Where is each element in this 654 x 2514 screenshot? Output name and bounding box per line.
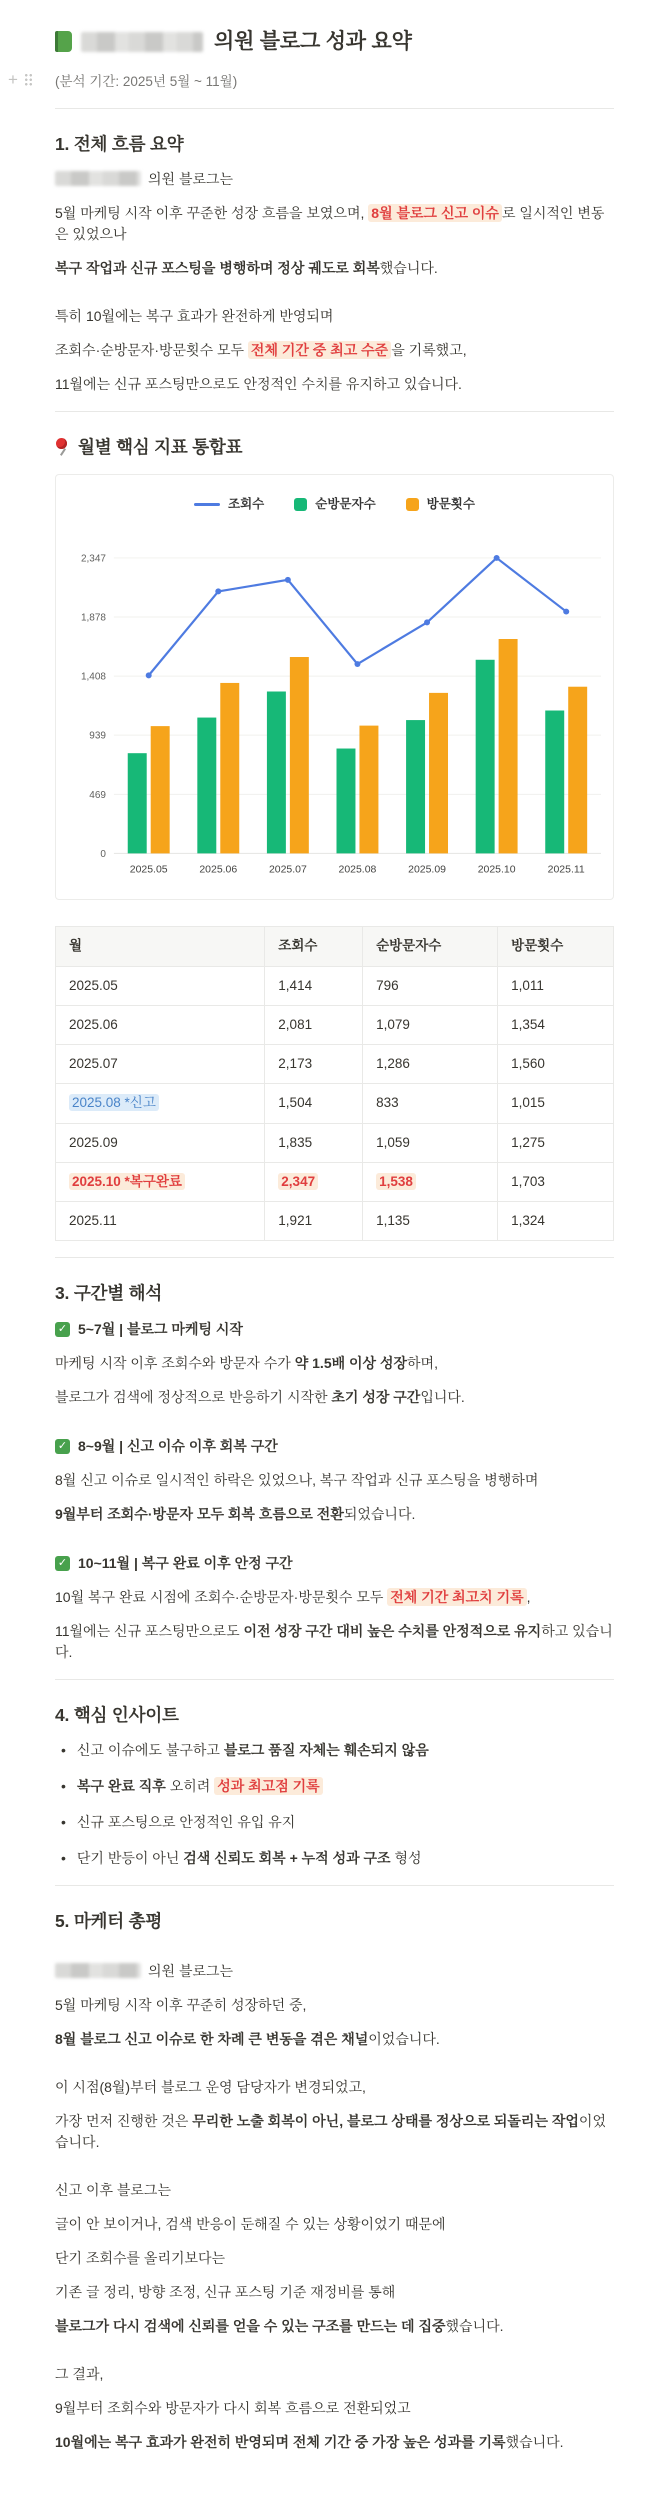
paragraph xyxy=(55,2029,614,2050)
text-segment: 무리한 노출 회복이 아닌, 블로그 상태를 정상으로 되돌리는 작업 xyxy=(192,2113,579,2130)
text-segment: 마케팅 시작 이후 조회수와 방문자 수가 xyxy=(55,1354,295,1371)
text-segment: 초기 성장 구간 xyxy=(331,1388,421,1405)
paragraph xyxy=(55,1961,614,1982)
text-segment: 조회수·순방문자·방문횟수 모두 xyxy=(55,342,248,358)
insight-text xyxy=(77,1812,295,1833)
paragraph xyxy=(55,1470,614,1491)
metrics-table xyxy=(55,926,614,1241)
table-cell: 1,059 xyxy=(363,1123,498,1162)
table-header-cell: 방문횟수 xyxy=(498,927,614,966)
table-cell: 1,079 xyxy=(363,1005,498,1044)
section-4-title: 4. 핵심 인사이트 xyxy=(55,1704,179,1725)
bar-unique-visitors xyxy=(545,711,564,854)
table-cell: 1,354 xyxy=(498,1005,614,1044)
highlight-blue: 2025.08 *신고 xyxy=(69,1094,159,1111)
text-segment: 10월에는 복구 효과가 완전히 반영되며 전체 기간 중 가장 높은 성과를 기록 xyxy=(55,2434,506,2451)
text-segment: 글이 안 보이거나, 검색 반응이 둔해질 수 있는 상황이었기 때문에 xyxy=(55,2216,446,2233)
text-segment: 9월부터 조회수·방문자 모두 회복 흐름으로 전환 xyxy=(55,1505,344,1522)
text-segment: 로 일시적인 변동은 있었으나 xyxy=(55,205,605,242)
table-header-cell: 조회수 xyxy=(265,927,363,966)
interval-heading xyxy=(55,1436,614,1457)
bar-unique-visitors xyxy=(128,753,147,853)
insight-item xyxy=(55,1848,614,1869)
page-title xyxy=(81,26,412,58)
chart-svg xyxy=(62,524,607,885)
text-segment: 8월 블로그 신고 이슈로 한 차례 큰 변동을 겪은 채널 xyxy=(55,2031,369,2048)
table-row xyxy=(56,1084,614,1123)
legend-item xyxy=(194,495,264,514)
text-segment: 9월부터 조회수와 방문자가 다시 회복 흐름으로 전환되었고 xyxy=(55,2400,411,2417)
paragraph xyxy=(55,2111,614,2153)
insight-list xyxy=(55,1740,614,1869)
check-icon xyxy=(55,1322,70,1337)
pushpin-icon xyxy=(55,438,70,456)
legend-swatch xyxy=(194,503,220,506)
text-segment: , xyxy=(526,1588,531,1605)
table-header-row xyxy=(56,927,614,966)
svg-text:2,347: 2,347 xyxy=(80,553,106,565)
interval-heading-text: 10~11월 | 복구 완료 이후 안정 구간 xyxy=(78,1554,293,1571)
svg-text:1,408: 1,408 xyxy=(80,671,106,683)
table-cell: 2,173 xyxy=(265,1045,363,1084)
text-segment: 이 시점(8월)부터 블로그 운영 담당자가 변경되었고, xyxy=(55,2079,366,2096)
bar-unique-visitors xyxy=(336,749,355,854)
insight-item xyxy=(55,1740,614,1761)
text-segment: 신규 포스팅으로 안정적인 유입 유지 xyxy=(76,1813,296,1830)
text-segment: 5월 마케팅 시작 이후 꾸준한 성장 흐름을 보였으며, xyxy=(55,205,369,221)
paragraph xyxy=(55,1504,614,1525)
text-segment: 오히려 xyxy=(165,1777,215,1794)
text-segment: 이전 성장 구간 대비 높은 수치를 안정적으로 유지 xyxy=(243,1622,542,1639)
text-segment: 블로그 품질 자체는 훼손되지 않음 xyxy=(223,1741,429,1758)
paragraph xyxy=(55,203,614,245)
section-3-body xyxy=(55,1319,614,1663)
bar-unique-visitors xyxy=(267,692,286,854)
redacted-text xyxy=(55,171,141,186)
table-cell xyxy=(56,1162,265,1201)
paragraph xyxy=(55,2214,614,2235)
block-gutter xyxy=(8,69,33,89)
analysis-period: (분석 기간: 2025년 5월 ~ 11월) xyxy=(55,73,238,89)
highlight-red: 전체 기간 최고치 기록 xyxy=(387,1588,526,1606)
legend-swatch xyxy=(294,498,307,511)
svg-text:939: 939 xyxy=(89,730,106,742)
divider xyxy=(55,1885,614,1886)
table-row xyxy=(56,966,614,1005)
bar-visits xyxy=(220,683,239,853)
paragraph xyxy=(55,1995,614,2016)
insight-text xyxy=(77,1740,429,1761)
text-segment: 블로그가 다시 검색에 신뢰를 얻을 수 있는 구조를 만드는 데 집중 xyxy=(55,2318,446,2335)
text-segment: 약 1.5배 이상 성장 xyxy=(294,1354,408,1371)
paragraph xyxy=(55,2398,614,2419)
table-cell: 1,703 xyxy=(498,1162,614,1201)
table-cell: 1,414 xyxy=(265,966,363,1005)
table-cell: 1,835 xyxy=(265,1123,363,1162)
divider xyxy=(55,1257,614,1258)
paragraph xyxy=(55,2248,614,2269)
page-title-row xyxy=(55,26,614,58)
table-cell xyxy=(265,1162,363,1201)
text-segment: 블로그가 검색에 정상적으로 반응하기 시작한 xyxy=(55,1388,332,1405)
drag-handle-icon[interactable] xyxy=(24,73,33,86)
legend-label: 순방문자수 xyxy=(315,497,376,512)
text-segment: 신고 이후 블로그는 xyxy=(55,2182,171,2199)
section-3-title: 3. 구간별 해석 xyxy=(55,1283,163,1304)
table-row xyxy=(56,1123,614,1162)
section-5-body xyxy=(55,1961,614,2453)
svg-text:2025.06: 2025.06 xyxy=(199,864,238,876)
table-cell: 2,081 xyxy=(265,1005,363,1044)
paragraph xyxy=(55,2316,614,2337)
metrics-chart xyxy=(62,524,607,891)
interval-heading-text: 8~9월 | 신고 이슈 이후 회복 구간 xyxy=(78,1437,278,1454)
interval-heading-text: 5~7월 | 블로그 마케팅 시작 xyxy=(78,1320,243,1337)
bar-visits xyxy=(151,726,170,853)
svg-text:2025.08: 2025.08 xyxy=(338,864,377,876)
interval-heading xyxy=(55,1319,614,1340)
bar-visits xyxy=(359,726,378,854)
table-row xyxy=(56,1045,614,1084)
divider xyxy=(55,1679,614,1680)
highlight-red: 전체 기간 중 최고 수준 xyxy=(248,341,391,359)
paragraph xyxy=(55,2180,614,2201)
highlight-red: 2025.10 *복구완료 xyxy=(69,1173,185,1190)
table-cell: 1,560 xyxy=(498,1045,614,1084)
table-cell: 1,921 xyxy=(265,1202,363,1241)
table-cell: 1,504 xyxy=(265,1084,363,1123)
highlight-red: 2,347 xyxy=(278,1173,318,1190)
text-segment: 했습니다. xyxy=(445,2318,504,2335)
legend-item xyxy=(294,495,375,514)
insight-text xyxy=(77,1848,422,1869)
legend-label: 방문횟수 xyxy=(426,497,475,512)
table-cell: 1,135 xyxy=(363,1202,498,1241)
bar-unique-visitors xyxy=(406,720,425,853)
page-title-text: 의원 블로그 성과 요약 xyxy=(214,30,412,53)
highlight-red: 성과 최고점 기록 xyxy=(214,1777,322,1795)
insight-item xyxy=(55,1776,614,1797)
table-cell xyxy=(56,1084,265,1123)
text-segment: 특히 10월에는 복구 효과가 완전하게 반영되며 xyxy=(55,308,334,324)
green-book-icon xyxy=(55,31,72,52)
metrics-chart-card xyxy=(55,474,614,900)
check-icon xyxy=(55,1439,70,1454)
paragraph xyxy=(55,258,614,279)
legend-label: 조회수 xyxy=(228,497,265,512)
text-segment: 단기 반등이 아닌 xyxy=(76,1849,184,1866)
text-segment: 10월 복구 완료 시점에 조회수·순방문자·방문횟수 모두 xyxy=(55,1588,388,1605)
bar-visits xyxy=(568,687,587,854)
table-header-cell: 순방문자수 xyxy=(363,927,498,966)
text-segment: 이었습니다. xyxy=(368,2031,440,2048)
text-segment: 5월 마케팅 시작 이후 꾸준히 성장하던 중, xyxy=(55,1997,307,2014)
text-segment: 가장 먼저 진행한 것은 xyxy=(55,2113,193,2130)
table-cell: 1,015 xyxy=(498,1084,614,1123)
text-segment: 되었습니다. xyxy=(343,1505,416,1522)
paragraph xyxy=(55,2432,614,2453)
text-segment: 복구 완료 직후 xyxy=(76,1777,166,1794)
check-icon xyxy=(55,1556,70,1571)
chart-legend xyxy=(62,495,607,514)
svg-text:1,878: 1,878 xyxy=(80,612,106,624)
table-cell xyxy=(363,1162,498,1201)
table-cell: 1,324 xyxy=(498,1202,614,1241)
paragraph xyxy=(55,2077,614,2098)
highlight-red: 1,538 xyxy=(376,1173,416,1190)
text-segment: 기존 글 정리, 방향 조정, 신규 포스팅 기준 재정비를 통해 xyxy=(55,2284,396,2301)
table-cell: 833 xyxy=(363,1084,498,1123)
svg-text:2025.05: 2025.05 xyxy=(129,864,168,876)
svg-text:2025.11: 2025.11 xyxy=(547,864,585,876)
insight-text xyxy=(77,1776,323,1797)
text-segment: 신고 이슈에도 불구하고 xyxy=(76,1741,224,1758)
divider xyxy=(55,108,614,109)
section-2-title-text: 월별 핵심 지표 통합표 xyxy=(78,437,243,457)
text-segment: 11월에는 신규 포스팅만으로도 xyxy=(55,1622,244,1639)
text-segment: 그 결과, xyxy=(55,2366,104,2383)
table-row xyxy=(56,1202,614,1241)
text-segment: 하고 있습니다. xyxy=(55,1622,613,1660)
table-cell: 2025.09 xyxy=(56,1123,265,1162)
paragraph xyxy=(55,2364,614,2385)
paragraph xyxy=(55,1587,614,1608)
bar-visits xyxy=(290,657,309,853)
paragraph xyxy=(55,2282,614,2303)
text-segment: 했습니다. xyxy=(505,2434,564,2451)
section-5-title: 5. 마케터 총평 xyxy=(55,1910,163,1931)
bar-visits xyxy=(499,639,518,853)
paragraph xyxy=(55,1353,614,1374)
text-segment: 이었습니다. xyxy=(55,2113,606,2151)
table-cell: 1,011 xyxy=(498,966,614,1005)
paragraph xyxy=(55,169,614,190)
text-segment: 을 기록했고, xyxy=(391,342,467,358)
bar-visits xyxy=(429,693,448,854)
svg-text:469: 469 xyxy=(89,789,106,801)
paragraph xyxy=(55,1387,614,1408)
svg-text:0: 0 xyxy=(100,848,106,860)
table-cell: 796 xyxy=(363,966,498,1005)
paragraph xyxy=(55,1621,614,1663)
text-segment: 했습니다. xyxy=(379,260,438,276)
redacted-text xyxy=(55,1963,141,1978)
text-segment: 의원 블로그는 xyxy=(148,1963,234,1980)
text-segment: 8월 신고 이슈로 일시적인 하락은 있었으나, 복구 작업과 신규 포스팅을 병행하며 xyxy=(55,1471,539,1488)
redacted-clinic-name xyxy=(81,32,203,52)
text-segment: 단기 조회수를 올리기보다는 xyxy=(55,2250,226,2267)
divider xyxy=(55,411,614,412)
svg-text:2025.10: 2025.10 xyxy=(477,864,516,876)
add-block-button[interactable]: + xyxy=(8,69,18,89)
table-cell: 2025.05 xyxy=(56,966,265,1005)
insight-item xyxy=(55,1812,614,1833)
text-segment: 입니다. xyxy=(420,1388,465,1405)
interval-heading xyxy=(55,1553,614,1574)
section-1-body xyxy=(55,169,614,395)
section-2-title xyxy=(55,434,614,460)
legend-item xyxy=(406,495,475,514)
svg-text:2025.09: 2025.09 xyxy=(408,864,446,876)
section-1-title: 1. 전체 흐름 요약 xyxy=(55,133,184,154)
paragraph xyxy=(55,340,614,361)
text-segment: 의원 블로그는 xyxy=(148,171,234,187)
text-segment: 11월에는 신규 포스팅만으로도 안정적인 수치를 유지하고 있습니다. xyxy=(55,376,462,392)
subtitle-row xyxy=(8,69,614,92)
table-cell: 1,275 xyxy=(498,1123,614,1162)
paragraph xyxy=(55,306,614,327)
table-cell: 2025.07 xyxy=(56,1045,265,1084)
paragraph xyxy=(55,374,614,395)
table-row xyxy=(56,1162,614,1201)
table-cell: 2025.11 xyxy=(56,1202,265,1241)
text-segment: 복구 작업과 신규 포스팅을 병행하며 정상 궤도로 회복 xyxy=(55,260,380,276)
table-cell: 2025.06 xyxy=(56,1005,265,1044)
text-segment: 형성 xyxy=(390,1849,422,1866)
highlight-red: 8월 블로그 신고 이슈 xyxy=(368,204,502,222)
bar-unique-visitors xyxy=(197,718,216,854)
table-row xyxy=(56,1005,614,1044)
bar-unique-visitors xyxy=(476,660,495,854)
legend-swatch xyxy=(406,498,419,511)
table-header-cell: 월 xyxy=(56,927,265,966)
text-segment: 검색 신뢰도 회복 + 누적 성과 구조 xyxy=(183,1849,391,1866)
table-cell: 1,286 xyxy=(363,1045,498,1084)
text-segment: 하며, xyxy=(407,1354,438,1371)
svg-text:2025.07: 2025.07 xyxy=(268,864,307,876)
